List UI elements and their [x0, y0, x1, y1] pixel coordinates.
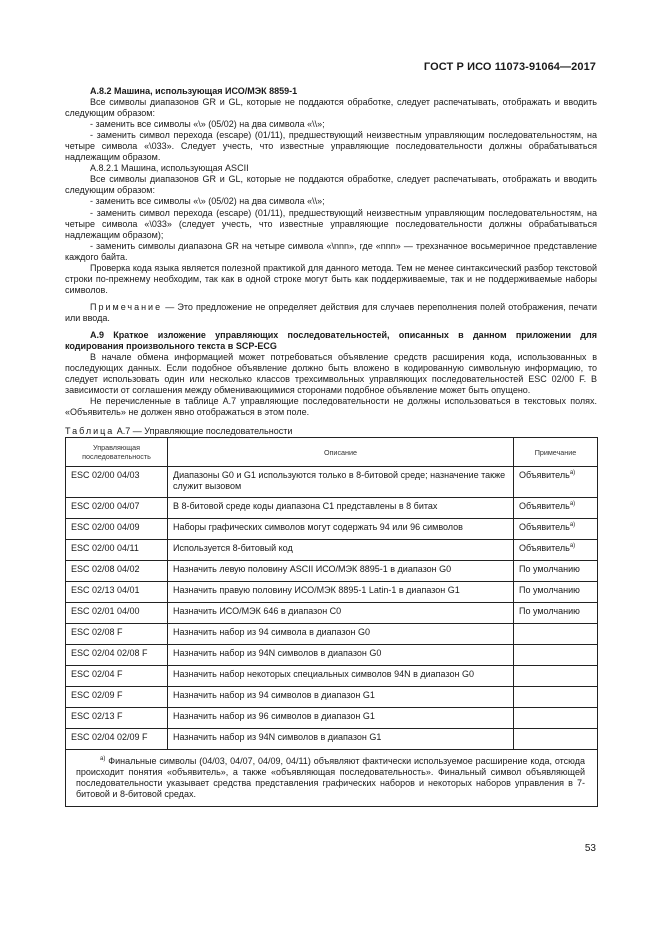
- description-cell: Назначить набор из 94N символов в диапазон G1: [168, 729, 514, 750]
- note-cell: [514, 729, 598, 750]
- document-id: ГОСТ Р ИСО 11073-91064—2017: [423, 61, 596, 73]
- table-row: [66, 729, 598, 750]
- note-cell: [514, 582, 598, 603]
- sequence-cell: ESC 02/04 02/09 F: [66, 729, 168, 750]
- footnote-ref: а): [569, 470, 576, 477]
- description-cell: Назначить левую половину ASCII ИСО/МЭК 8895-1 в диапазон G0: [168, 561, 514, 582]
- note-cell: [514, 467, 598, 498]
- section-a9-paragraph-1: В начале обмена информацией может потребоваться объявление средств расширения кода, использованных в последующих данных. Если подобное объявление должно быть вложено в кодированную символьную информацию, то следует использовать один или несколько классов трехсимвольных управляющих последовательностей ESC 02/00 F. В зависимости от соглашения между обменивающимися сторонами подобное объявление может быть опущено.: [65, 352, 597, 396]
- note-cell-text: По умолчанию: [519, 564, 580, 575]
- note-cell: [514, 603, 598, 624]
- note-cell: [514, 666, 598, 687]
- note-cell: [514, 540, 598, 561]
- note-cell: [514, 498, 598, 519]
- note-cell: [514, 624, 598, 645]
- table-row: [66, 666, 598, 687]
- description-cell: В 8-битовой среде коды диапазона С1 представлены в 8 битах: [168, 498, 514, 519]
- table-caption-text: А.7 — Управляющие последовательности: [114, 426, 293, 437]
- description-cell: Назначить ИСО/МЭК 646 в диапазон С0: [168, 603, 514, 624]
- sequence-cell: ESC 02/00 04/11: [66, 540, 168, 561]
- footnote-ref: а): [569, 501, 576, 508]
- note-cell: [514, 561, 598, 582]
- table-row: [66, 519, 598, 540]
- footnote-mark: а): [100, 756, 106, 763]
- table-row: [66, 467, 598, 498]
- sequence-cell: ESC 02/04 F: [66, 666, 168, 687]
- note-cell-text: По умолчанию: [519, 606, 580, 617]
- table-caption-label: Таблица: [65, 426, 115, 437]
- description-cell: Наборы графических символов могут содержать 94 или 96 символов: [168, 519, 514, 540]
- sequence-cell: ESC 02/13 F: [66, 708, 168, 729]
- section-a821-bullet-3: - заменить символы диапазона GR на четыре символа «\nnn», где «nnn» — трехзначное восьмеричное представление каждого байта.: [65, 240, 597, 262]
- note-label: Примечание: [90, 301, 163, 312]
- note-cell-text: По умолчанию: [519, 585, 580, 596]
- section-a9-paragraph-2: Не перечисленные в таблице А.7 управляющие последовательности не должны использоваться в текстовых полях. «Объявитель» не должен явно отображаться в этом поле.: [65, 396, 597, 418]
- note-cell: [514, 708, 598, 729]
- page-number: 53: [584, 843, 596, 854]
- sequence-cell: ESC 02/00 04/07: [66, 498, 168, 519]
- control-sequences-table: [65, 437, 598, 807]
- sequence-cell: ESC 02/08 04/02: [66, 561, 168, 582]
- description-cell: Назначить набор из 94 символов в диапазон G1: [168, 687, 514, 708]
- note-cell-text: Объявитель: [519, 543, 570, 554]
- note: [65, 302, 597, 324]
- table-row: [66, 561, 598, 582]
- note-cell-text: Объявитель: [519, 522, 570, 533]
- table-row: [66, 645, 598, 666]
- description-cell: Назначить набор из 96 символов в диапазон G1: [168, 708, 514, 729]
- sequence-cell: ESC 02/09 F: [66, 687, 168, 708]
- section-a821-paragraph-2: Проверка кода языка является полезной практикой для данного метода. Тем не менее синтаксический разбор текстовой строки по-прежнему необходим, так как в одной строке могут быть как поддерживаемые, так и не поддерживаемые наборы символов.: [65, 262, 597, 295]
- footnote-ref: а): [569, 522, 576, 529]
- description-cell: Назначить набор некоторых специальных символов 94N в диапазон G0: [168, 666, 514, 687]
- table-header-description: Описание: [168, 438, 514, 467]
- table-caption: [65, 426, 597, 437]
- section-a82-paragraph: Все символы диапазонов GR и GL, которые не поддаются обработке, следует распечатывать, отображать и вводить следующим образом:: [65, 97, 597, 119]
- section-a821-bullet-2: - заменить символ перехода (escape) (01/11), предшествующий неизвестным управляющим последовательностям, на четыре символа «\033» (следует учесть, что известные управляющие последовательности должны обрабатываться надлежащим образом);: [65, 207, 597, 240]
- section-a82-title: А.8.2 Машина, использующая ИСО/МЭК 8859-1: [90, 86, 298, 96]
- note-cell: [514, 519, 598, 540]
- note-cell: [514, 645, 598, 666]
- description-cell: Назначить правую половину ИСО/МЭК 8895-1 Latin-1 в диапазон G1: [168, 582, 514, 603]
- page-body: [65, 86, 597, 807]
- sequence-cell: ESC 02/00 04/03: [66, 467, 168, 498]
- section-a82-bullet-1: - заменить все символы «\» (05/02) на два символа «\\»;: [90, 119, 325, 130]
- description-cell: Назначить набор из 94N символов в диапазон G0: [168, 645, 514, 666]
- note-cell-text: Объявитель: [519, 470, 570, 481]
- note-text: — Это предложение не определяет действия для случаев переполнения полей отображения, печати или ввода.: [65, 301, 597, 323]
- section-a821-title: А.8.2.1 Машина, использующая ASCII: [90, 163, 249, 174]
- table-row: [66, 603, 598, 624]
- footnote-text: Финальные символы (04/03, 04/07, 04/09, 04/11) объявляют фактически используемое расширение кода, отсюда происходит понятия «объявитель», а также «объявляющая последовательность». Финальный символ объявляющей последовательности указывает средства представления графических наборов и некоторых наборов управления в 7-битовой и 8-битовой средах.: [76, 756, 585, 800]
- section-a821-paragraph: Все символы диапазонов GR и GL, которые не поддаются обработке, следует распечатывать, отображать и вводить следующим образом:: [65, 174, 597, 196]
- table-row: [66, 498, 598, 519]
- footnote-ref: а): [569, 543, 576, 550]
- description-cell: Используется 8-битовый код: [168, 540, 514, 561]
- table-row: [66, 624, 598, 645]
- table-header-note: Примечание: [514, 438, 598, 467]
- section-a821-bullet-1: - заменить все символы «\» (05/02) на два символа «\\»;: [90, 196, 325, 207]
- description-cell: Назначить набор из 94 символа в диапазон G0: [168, 624, 514, 645]
- table-row: [66, 708, 598, 729]
- note-cell-text: Объявитель: [519, 501, 570, 512]
- note-cell: [514, 687, 598, 708]
- description-cell: Диапазоны G0 и G1 используются только в 8-битовой среде; назначение также служит вызовом: [168, 467, 514, 498]
- sequence-cell: ESC 02/04 02/08 F: [66, 645, 168, 666]
- table-footnote: [66, 750, 598, 807]
- section-a82-bullet-2: - заменить символ перехода (escape) (01/11), предшествующий неизвестным управляющим последовательностям, на четыре символа «\033». Следует учесть, что известные управляющие последовательности должны обрабатываться надлежащим образом.: [65, 130, 597, 163]
- table-header-sequence: Управляющая последовательность: [66, 438, 168, 467]
- table-row: [66, 687, 598, 708]
- section-a9-title: А.9 Краткое изложение управляющих последовательностей, описанных в данном приложении для кодирования произвольного текста в SCP-ECG: [65, 329, 597, 352]
- table-row: [66, 540, 598, 561]
- table-row: [66, 582, 598, 603]
- sequence-cell: ESC 02/13 04/01: [66, 582, 168, 603]
- sequence-cell: ESC 02/00 04/09: [66, 519, 168, 540]
- table-body: [66, 467, 598, 750]
- sequence-cell: ESC 02/08 F: [66, 624, 168, 645]
- sequence-cell: ESC 02/01 04/00: [66, 603, 168, 624]
